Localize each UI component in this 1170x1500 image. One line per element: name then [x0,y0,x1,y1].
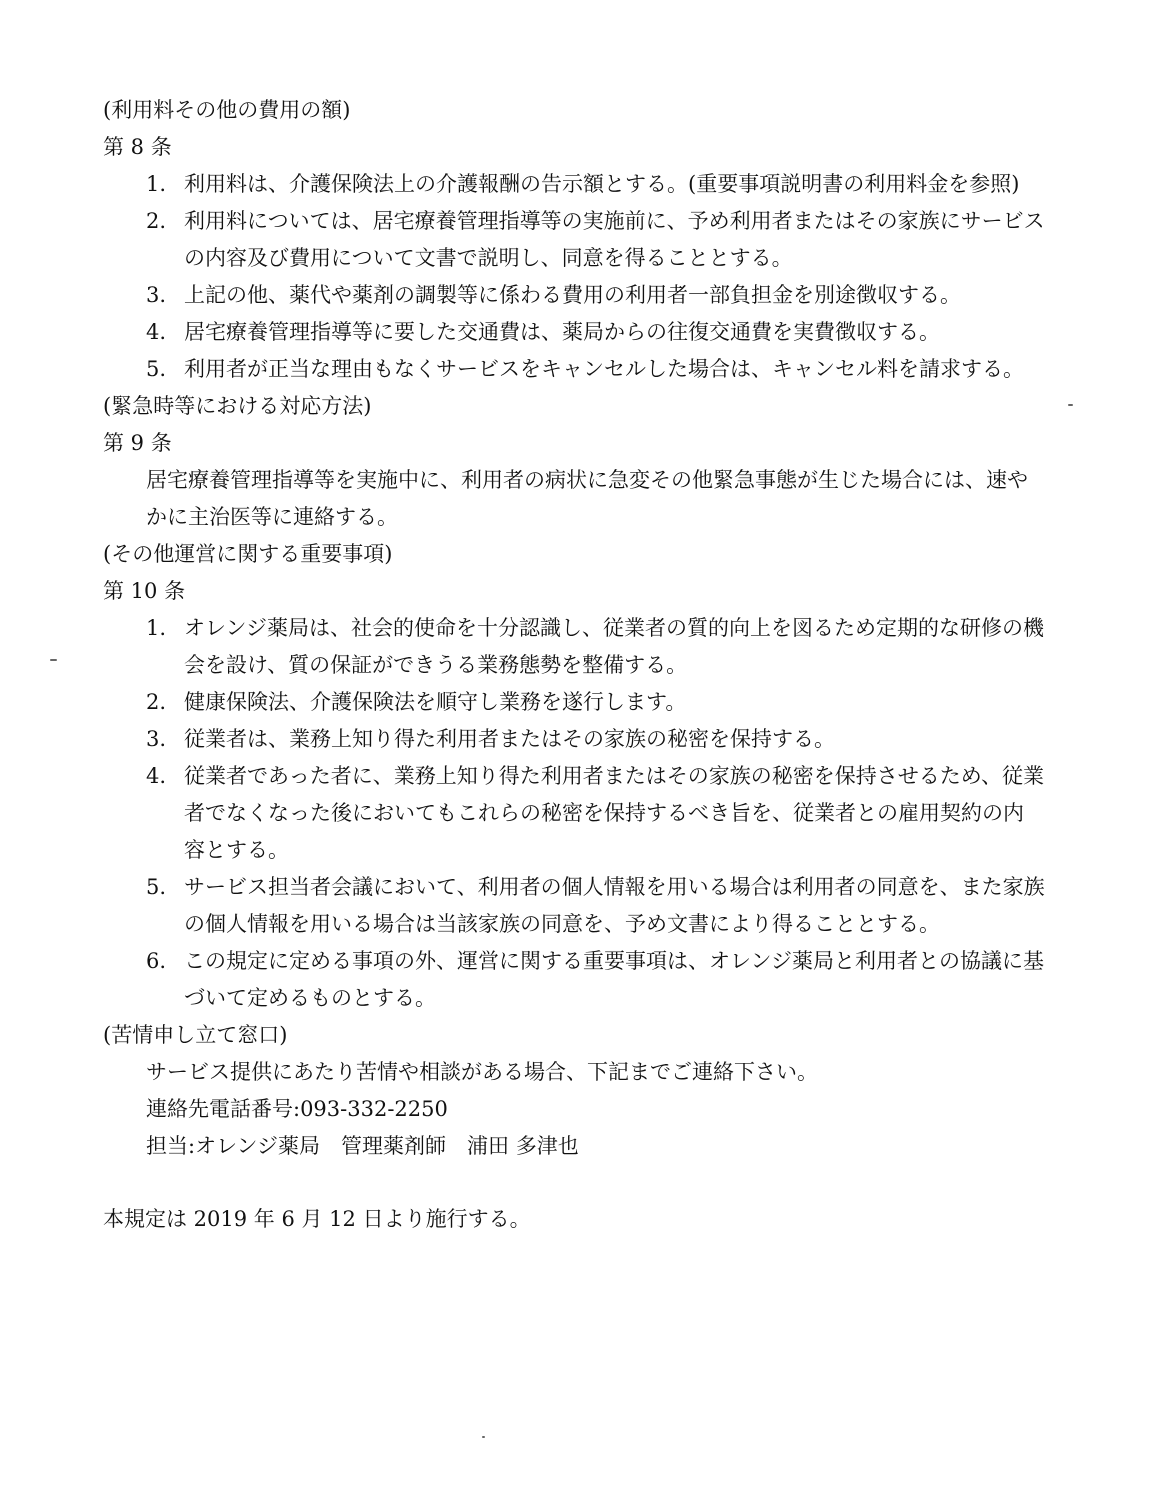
article-9-label: 第 9 条 [103,431,172,455]
section-heading-emergency: (緊急時等における対応方法) [103,394,372,418]
list-item [146,166,1063,203]
list-item [146,314,1063,351]
list-item [146,721,1063,758]
list-item-text: 居宅療養管理指導等に要した交通費は、薬局からの往復交通費を実費徴収する。 [184,320,940,344]
list-item-text: 会を設け、質の保証ができうる業務態勢を整備する。 [184,653,688,677]
list-item-text: 上記の他、薬代や薬剤の調製等に係わる費用の利用者一部負担金を別途徴収する。 [184,283,961,307]
list-item-text: 者でなくなった後においてもこれらの秘密を保持するべき旨を、従業者との雇用契約の内 [184,801,1024,825]
list-item-number: 5. [146,357,167,381]
list-item [146,684,1063,721]
list-item-text: サービス担当者会議において、利用者の個人情報を用いる場合は利用者の同意を、また家族 [184,875,1045,899]
section-heading-complaints: (苦情申し立て窓口) [103,1023,288,1047]
list-item-text: 健康保険法、介護保険法を順守し業務を遂行します。 [184,690,687,714]
enforcement-date: 本規定は 2019 年 6 月 12 日より施行する。 [103,1207,531,1231]
list-item-text: づいて定めるものとする。 [184,986,436,1010]
scan-speck [50,659,57,661]
document-page [103,92,1063,1238]
list-item-text: 容とする。 [184,838,289,862]
list-item [146,351,1063,388]
list-item-text: オレンジ薬局は、社会的使命を十分認識し、従業者の質的向上を図るため定期的な研修の機 [184,616,1044,640]
list-item-number: 6. [146,949,167,973]
list-item-text: 従業者であった者に、業務上知り得た利用者またはその家族の秘密を保持させるため、従業 [184,764,1044,788]
spacer [103,1165,1063,1201]
complaints-intro: サービス提供にあたり苦情や相談がある場合、下記までご連絡下さい。 [146,1060,818,1084]
contact-person: 担当:オレンジ薬局 管理薬剤師 浦田 多津也 [146,1134,579,1158]
list-item-number: 4. [146,320,167,344]
article-10-label: 第 10 条 [103,579,186,603]
article-9-body [146,462,1063,536]
list-item-number: 4. [146,764,167,788]
list-item-number: 3. [146,283,167,307]
list-item-number: 5. [146,875,167,899]
list-item [146,943,1063,1017]
list-item-text: の個人情報を用いる場合は当該家族の同意を、予め文書により得ることとする。 [184,912,940,936]
list-item [146,758,1063,869]
paragraph-line: 居宅療養管理指導等を実施中に、利用者の病状に急変その他緊急事態が生じた場合には、速や [146,468,1028,492]
section-heading-operations: (その他運営に関する重要事項) [103,542,393,566]
list-item-text: の内容及び費用について文書で説明し、同意を得ることとする。 [184,246,793,270]
list-item [146,869,1063,943]
list-item-text: 従業者は、業務上知り得た利用者またはその家族の秘密を保持する。 [184,727,835,751]
list-item-number: 1. [146,172,167,196]
contact-phone: 連絡先電話番号:093-332-2250 [146,1097,448,1121]
article-8-label: 第 8 条 [103,135,172,159]
list-item [146,277,1063,314]
scan-speck [482,1436,485,1438]
scan-speck [1068,404,1073,406]
list-item-number: 2. [146,209,167,233]
list-item-text: 利用料は、介護保険法上の介護報酬の告示額とする。(重要事項説明書の利用料金を参照) [184,172,1020,196]
list-item-number: 3. [146,727,167,751]
paragraph-line: かに主治医等に連絡する。 [146,505,398,529]
list-item-text: 利用料については、居宅療養管理指導等の実施前に、予め利用者またはその家族にサービス [184,209,1045,233]
list-item [146,610,1063,684]
list-item-number: 2. [146,690,167,714]
section-heading-fees: (利用料その他の費用の額) [103,98,351,122]
list-item-text: 利用者が正当な理由もなくサービスをキャンセルした場合は、キャンセル料を請求する。 [184,357,1024,381]
list-item [146,203,1063,277]
list-item-number: 1. [146,616,167,640]
complaints-body [146,1054,1063,1165]
list-item-text: この規定に定める事項の外、運営に関する重要事項は、オレンジ薬局と利用者との協議に基 [184,949,1044,973]
